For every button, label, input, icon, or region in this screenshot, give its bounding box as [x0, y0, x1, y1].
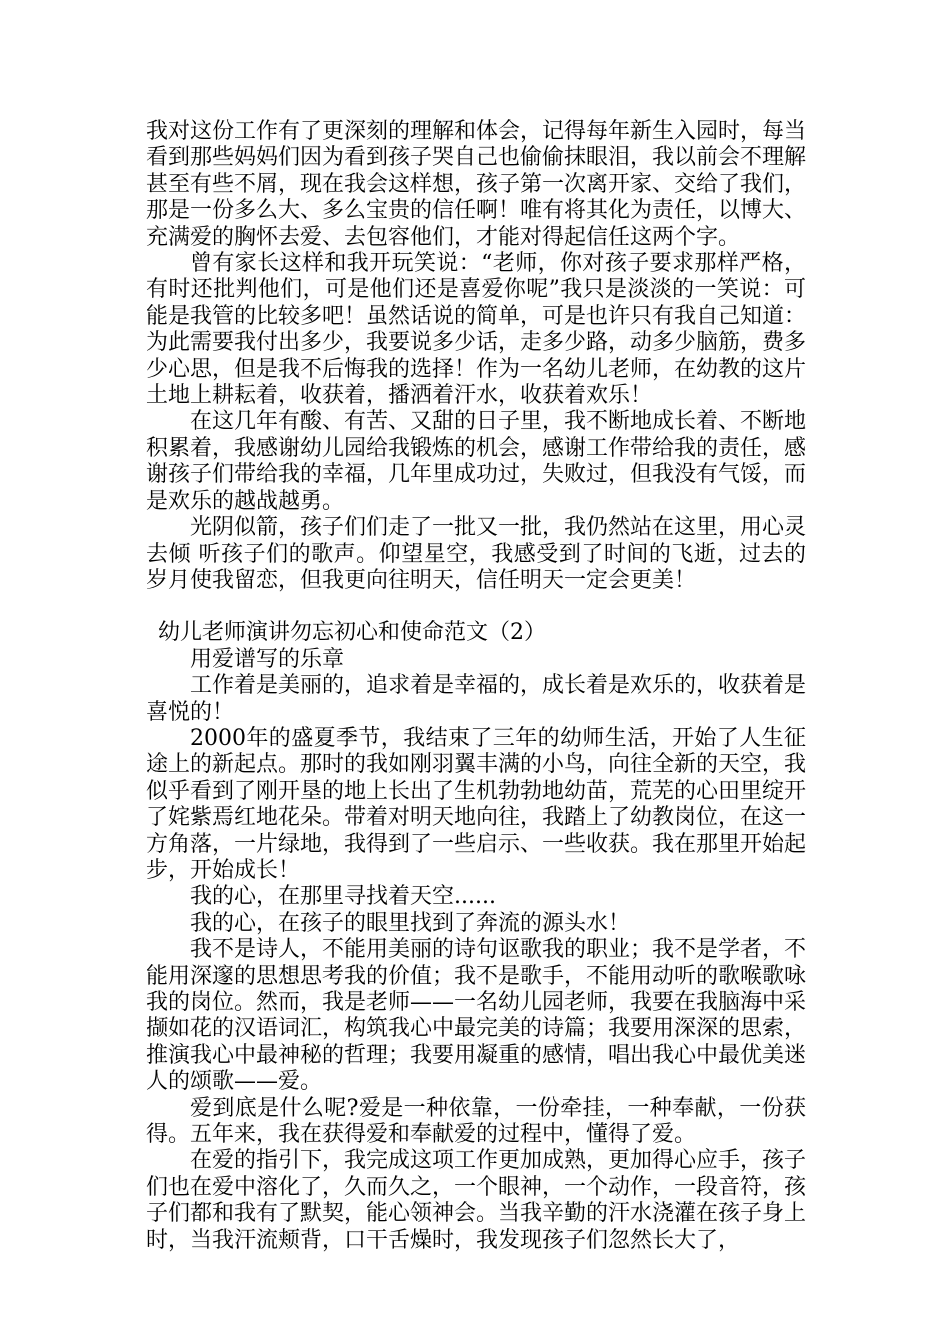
paragraph: 我的心，在孩子的眼里找到了奔流的源头水！ [190, 910, 631, 936]
paragraph: 2000年的盛夏季节，我结束了三年的幼师生活，开始了人生征途上的新起点。那时的我如刚羽翼丰满的小鸟，向往全新的天空，我似乎看到了刚开垦的地上长出了生机勃勃地幼苗，荒芜的心田里绽开了姹紫焉红地花朵。带着对明天地向往，我踏上了幼教岗位，在这一方角落，一片绿地，我得到了一些启示、一些收获。我在那里开始起步，开始成长！ [146, 725, 807, 883]
paragraph: 工作着是美丽的，追求着是幸福的，成长着是欢乐的，收获着是喜悦的！ [146, 673, 807, 725]
section-spacer [146, 594, 806, 620]
paragraph: 爱到底是什么呢?爱是一种依靠，一份牵挂，一种奉献，一份获得。五年来，我在获得爱和奉献爱的过程中，懂得了爱。 [146, 1095, 806, 1148]
paragraph: 我对这份工作有了更深刻的理解和体会，记得每年新生入园时，每当看到那些妈妈们因为看到孩子哭自己也偷偷抹眼泪，我以前会不理解甚至有些不屑，现在我会这样想，孩子第一次离开家、交给了我们，那是一份多么大、多么宝贵的信任啊！唯有将其化为责任，以博大、充满爱的胸怀去爱、去包容他们，才能对得起信任这两个字。 [146, 119, 807, 250]
paragraph: 光阴似箭，孩子们们走了一批又一批，我仍然站在这里，用心灵去倾 听孩子们的歌声。仰望星空，我感受到了时间的飞逝，过去的岁月使我留恋，但我更向往明天，信任明天一定会更美！ [146, 515, 807, 593]
section-title: 幼儿老师演讲勿忘初心和使命范文（2） [158, 620, 546, 646]
document-page [146, 119, 806, 1254]
paragraph: 在爱的指引下，我完成这项工作更加成熟，更加得心应手，孩子们也在爱中溶化了，久而久之，一个眼神，一个动作，一段音符，孩子们都和我有了默契，能心领神会。当我辛勤的汗水浇灌在孩子身上时，当我汗流颊背，口干舌燥时，我发现孩子们忽然长大了， [146, 1148, 807, 1253]
paragraph: 我的心，在那里寻找着天空...... [190, 884, 496, 910]
paragraph: 曾有家长这样和我开玩笑说：“老师，你对孩子要求那样严格，有时还批判他们，可是他们还是喜爱你呢”我只是淡淡的一笑说：可能是我管的比较多吧！虽然话说的简单，可是也许只有我自己知道：为此需要我付出多少，我要说多少话，走多少路，动多少脑筋，费多少心思，但是我不后悔我的选择！作为一名幼儿老师，在幼教的这片土地上耕耘着，收获着，播洒着汗水，收获着欢乐！ [146, 251, 807, 409]
paragraph: 我不是诗人，不能用美丽的诗句讴歌我的职业；我不是学者，不能用深邃的思想思考我的价值；我不是歌手，不能用动听的歌喉歌咏我的岗位。然而，我是老师——一名幼儿园老师，我要在我脑海中采撷如花的汉语词汇，构筑我心中最完美的诗篇；我要用深深的思索，推演我心中最神秘的哲理；我要用凝重的感情，唱出我心中最优美迷人的颂歌——爱。 [146, 937, 807, 1095]
section-subtitle: 用爱谱写的乐章 [190, 646, 345, 672]
paragraph: 在这几年有酸、有苦、又甜的日子里，我不断地成长着、不断地积累着，我感谢幼儿园给我锻炼的机会，感谢工作带给我的责任，感谢孩子们带给我的幸福，几年里成功过，失败过，但我没有气馁，而是欢乐的越战越勇。 [146, 409, 807, 514]
